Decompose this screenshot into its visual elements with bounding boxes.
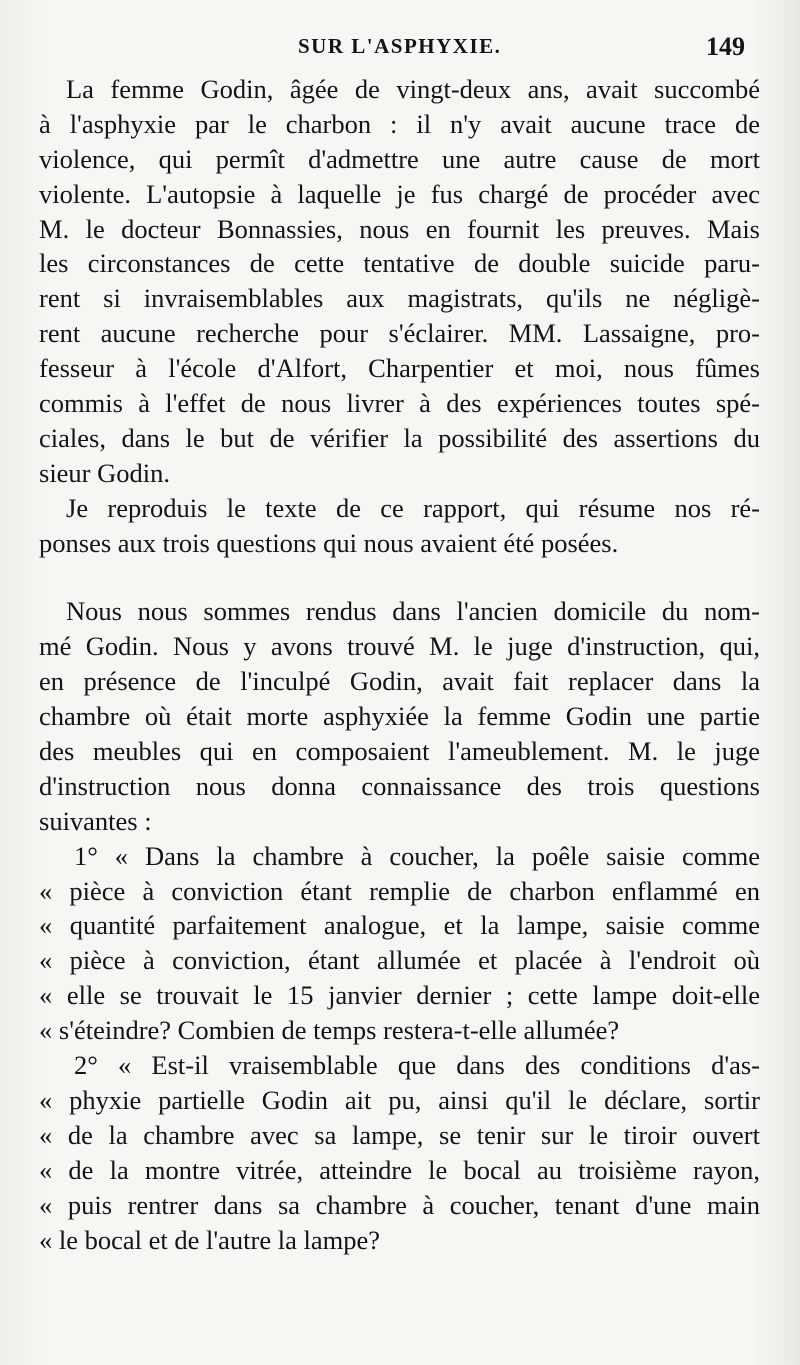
paragraph-1 <box>39 72 760 491</box>
text-line: rent si invraisemblables aux magistrats, qu'ils ne négligè- <box>39 283 760 314</box>
text-line: « elle se trouvait le 15 janvier dernier ; cette lampe doit-elle <box>39 980 760 1011</box>
text-line: Je reproduis le texte de ce rapport, qui résume nos ré- <box>66 492 760 523</box>
text-line: « de la montre vitrée, atteindre le bocal au troisième rayon, <box>39 1154 760 1185</box>
text-line: « pièce à conviction, étant allumée et placée à l'endroit où <box>39 945 760 976</box>
paragraph-2 <box>39 491 760 561</box>
text-line: Nous nous sommes rendus dans l'ancien domicile du nom- <box>66 596 760 627</box>
text-line: violente. L'autopsie à laquelle je fus chargé de procéder avec <box>39 178 760 209</box>
question-2 <box>39 1048 760 1257</box>
text-line: ciales, dans le but de vérifier la possibilité des assertions du <box>39 422 760 453</box>
text-line: La femme Godin, âgée de vingt-deux ans, avait succombé <box>66 74 760 104</box>
text-line: 2° « Est-il vraisemblable que dans des conditions d'as- <box>74 1050 760 1081</box>
text-line: « s'éteindre? Combien de temps restera-t-elle allumée? <box>39 1015 620 1046</box>
text-line: suivantes : <box>39 805 152 836</box>
text-line: « de la chambre avec sa lampe, se tenir sur le tiroir ouvert <box>39 1119 760 1150</box>
running-head <box>0 34 800 64</box>
text-line: violence, qui permît d'admettre une autre cause de mort <box>39 143 760 174</box>
paragraph-3 <box>39 594 760 838</box>
text-line: 1° « Dans la chambre à coucher, la poêle saisie comme <box>74 840 760 871</box>
text-line: à l'asphyxie par le charbon : il n'y avait aucune trace de <box>39 108 760 139</box>
question-1 <box>39 839 760 1048</box>
text-line: sieur Godin. <box>39 457 171 488</box>
text-line: « le bocal et de l'autre la lampe? <box>39 1224 381 1255</box>
text-line: « quantité parfaitement analogue, et la lampe, saisie comme <box>39 910 760 941</box>
text-line: d'instruction nous donna connaissance des trois questions <box>39 770 760 801</box>
text-line: chambre où était morte asphyxiée la femme Godin une partie <box>39 701 760 732</box>
paragraph-gap <box>39 560 760 594</box>
text-line: « puis rentrer dans sa chambre à coucher, tenant d'une main <box>39 1189 760 1220</box>
page-number: 149 <box>706 32 745 61</box>
text-line: des meubles qui en composaient l'ameublement. M. le juge <box>39 736 760 767</box>
text-line: « pièce à conviction étant remplie de charbon enflammé en <box>39 875 760 906</box>
text-line: les circonstances de cette tentative de double suicide paru- <box>39 248 760 279</box>
text-line: fesseur à l'école d'Alfort, Charpentier et moi, nous fûmes <box>39 353 760 384</box>
body-text <box>39 72 760 1257</box>
text-line: en présence de l'inculpé Godin, avait fait replacer dans la <box>39 666 760 697</box>
text-line: rent aucune recherche pour s'éclairer. MM. Lassaigne, pro- <box>39 318 760 349</box>
text-line: commis à l'effet de nous livrer à des expériences toutes spé- <box>39 388 760 419</box>
text-line: ponses aux trois questions qui nous avaient été posées. <box>39 527 619 558</box>
running-title: SUR L'ASPHYXIE. <box>298 34 502 58</box>
text-line: « phyxie partielle Godin ait pu, ainsi qu'il le déclare, sortir <box>39 1084 760 1115</box>
text-line: M. le docteur Bonnassies, nous en fournit les preuves. Mais <box>39 213 760 244</box>
text-line: mé Godin. Nous y avons trouvé M. le juge d'instruction, qui, <box>39 631 760 662</box>
